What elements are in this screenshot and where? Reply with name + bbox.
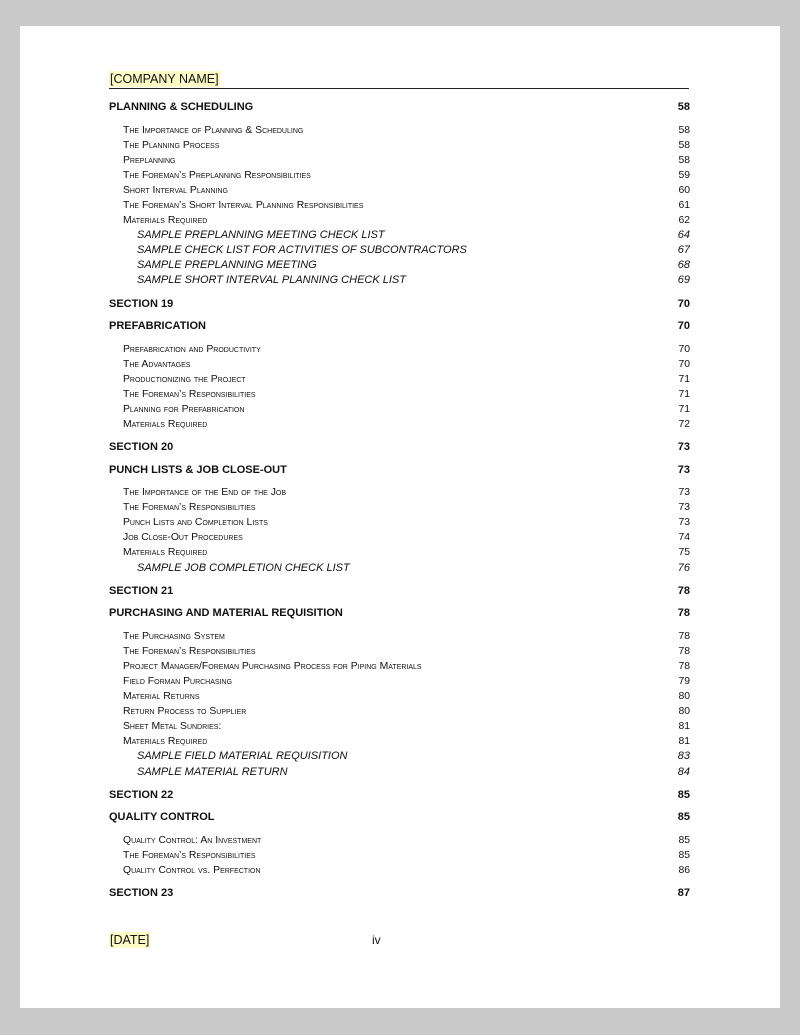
toc-entry-title: SAMPLE JOB COMPLETION CHECK LIST: [137, 561, 350, 574]
toc-entry-title: SAMPLE FIELD MATERIAL REQUISITION: [137, 750, 348, 763]
toc-entry-major[interactable]: [109, 806, 690, 829]
toc-entry-title: The Planning Process: [123, 139, 220, 151]
toc-entry-page: 75: [678, 547, 690, 559]
toc-entry-page: 78: [678, 645, 690, 657]
toc-entry-page: 59: [678, 169, 690, 181]
toc-entry-sample[interactable]: [109, 749, 690, 764]
table-of-contents: [109, 96, 690, 904]
toc-entry-title: The Purchasing System: [123, 630, 225, 642]
toc-entry-title: PUNCH LISTS & JOB CLOSE-OUT: [109, 463, 287, 476]
toc-entry-minor[interactable]: [109, 213, 690, 228]
toc-entry-page: 58: [677, 101, 690, 113]
toc-entry-page: 83: [677, 750, 690, 763]
toc-entry-title: Sheet Metal Sundries:: [123, 721, 222, 733]
toc-entry-page: 80: [678, 691, 690, 703]
toc-entry-minor[interactable]: [109, 734, 690, 749]
toc-entry-title: SECTION 21: [109, 584, 174, 597]
toc-entry-page: 86: [678, 864, 690, 876]
toc-entry-title: The Importance of Planning & Scheduling: [123, 124, 304, 136]
toc-entry-minor[interactable]: [109, 863, 690, 878]
toc-entry-minor[interactable]: [109, 515, 690, 530]
toc-entry-title: Materials Required: [123, 215, 208, 227]
toc-entry-title: The Foreman’s Responsibilities: [123, 849, 256, 861]
toc-entry-title: Prefabrication and Productivity: [123, 343, 261, 355]
toc-entry-title: The Foreman’s Short Interval Planning Responsibilities: [123, 199, 364, 211]
toc-entry-major[interactable]: [109, 580, 690, 603]
toc-entry-page: 85: [677, 788, 690, 801]
toc-entry-minor[interactable]: [109, 168, 690, 183]
toc-entry-sample[interactable]: [109, 258, 690, 273]
toc-entry-title: PLANNING & SCHEDULING: [109, 101, 254, 113]
toc-entry-minor[interactable]: [109, 198, 690, 213]
toc-entry-minor[interactable]: [109, 674, 690, 689]
toc-entry-page: 78: [678, 660, 690, 672]
toc-entry-title: Materials Required: [123, 736, 208, 748]
toc-entry-title: SECTION 19: [109, 297, 174, 310]
toc-entry-page: 73: [677, 463, 690, 476]
toc-entry-minor[interactable]: [109, 659, 690, 674]
toc-entry-sample[interactable]: [109, 228, 690, 243]
toc-entry-title: SECTION 23: [109, 886, 174, 899]
toc-entry-page: 74: [678, 532, 690, 544]
toc-entry-minor[interactable]: [109, 342, 690, 357]
toc-entry-title: Project Manager/Foreman Purchasing Process for Piping Materials: [123, 660, 422, 672]
toc-entry-title: The Foreman’s Responsibilities: [123, 502, 256, 514]
toc-entry-title: Planning for Prefabrication: [123, 403, 245, 415]
toc-entry-title: The Advantages: [123, 358, 191, 370]
toc-entry-minor[interactable]: [109, 704, 690, 719]
toc-entry-page: 87: [677, 886, 690, 899]
toc-entry-page: 76: [677, 561, 690, 574]
toc-entry-title: Productionizing the Project: [123, 373, 246, 385]
toc-entry-title: PREFABRICATION: [109, 320, 206, 333]
toc-entry-page: 67: [677, 244, 690, 257]
company-name-placeholder[interactable]: [COMPANY NAME]: [110, 72, 219, 86]
toc-entry-title: The Foreman’s Responsibilities: [123, 388, 256, 400]
toc-entry-page: 78: [677, 584, 690, 597]
toc-entry-page: 60: [678, 184, 690, 196]
date-placeholder[interactable]: [DATE]: [110, 933, 150, 947]
toc-entry-title: The Importance of the End of the Job: [123, 487, 287, 499]
toc-entry-minor[interactable]: [109, 545, 690, 560]
toc-entry-minor[interactable]: [109, 485, 690, 500]
toc-entry-major[interactable]: [109, 784, 690, 807]
toc-entry-minor[interactable]: [109, 629, 690, 644]
toc-entry-page: 71: [678, 373, 690, 385]
toc-entry-title: SAMPLE MATERIAL RETURN: [137, 765, 288, 778]
page-header: [109, 70, 689, 89]
toc-entry-title: SECTION 22: [109, 788, 174, 801]
toc-entry-page: 70: [678, 358, 690, 370]
toc-entry-title: Quality Control: An Investment: [123, 834, 262, 846]
toc-entry-sample[interactable]: [109, 765, 690, 780]
toc-entry-major[interactable]: [109, 293, 690, 316]
toc-entry-page: 85: [678, 849, 690, 861]
toc-entry-minor[interactable]: [109, 833, 690, 848]
toc-entry-page: 70: [677, 297, 690, 310]
toc-entry-page: 85: [678, 834, 690, 846]
toc-entry-major[interactable]: [109, 436, 690, 459]
toc-entry-minor[interactable]: [109, 372, 690, 387]
toc-entry-minor[interactable]: [109, 530, 690, 545]
toc-entry-title: The Foreman’s Responsibilities: [123, 645, 256, 657]
toc-entry-title: Materials Required: [123, 419, 208, 430]
toc-entry-minor[interactable]: [109, 138, 690, 153]
toc-entry-minor[interactable]: [109, 387, 690, 402]
page-number: iv: [372, 933, 381, 947]
toc-entry-page: 70: [678, 343, 690, 355]
toc-entry-page: 61: [678, 199, 690, 211]
toc-entry-minor[interactable]: [109, 644, 690, 659]
toc-entry-page: 73: [677, 441, 690, 454]
toc-entry-minor[interactable]: [109, 153, 690, 168]
toc-entry-sample[interactable]: [109, 273, 690, 288]
toc-entry-page: 85: [677, 811, 690, 824]
toc-entry-page: 58: [678, 154, 690, 166]
toc-entry-title: Punch Lists and Completion Lists: [123, 517, 268, 529]
toc-entry-title: Field Forman Purchasing: [123, 675, 233, 687]
toc-entry-minor[interactable]: [109, 183, 690, 198]
toc-entry-major[interactable]: [109, 882, 690, 905]
toc-entry-minor[interactable]: [109, 402, 690, 417]
toc-entry-title: The Foreman’s Preplanning Responsibilities: [123, 169, 311, 181]
toc-entry-major[interactable]: [109, 315, 690, 338]
toc-entry-minor[interactable]: [109, 719, 690, 734]
toc-entry-major[interactable]: [109, 602, 690, 625]
toc-entry-minor[interactable]: [109, 689, 690, 704]
toc-entry-page: 81: [678, 736, 690, 748]
toc-entry-page: 79: [678, 675, 690, 687]
toc-entry-page: 73: [678, 487, 690, 499]
toc-entry-page: 78: [678, 630, 690, 642]
toc-entry-title: Return Process to Supplier: [123, 706, 247, 718]
toc-entry-major[interactable]: [109, 96, 690, 119]
toc-entry-title: SAMPLE SHORT INTERVAL PLANNING CHECK LIST: [137, 274, 406, 287]
toc-entry-page: 70: [677, 320, 690, 333]
toc-entry-title: SAMPLE PREPLANNING MEETING CHECK LIST: [137, 229, 385, 242]
toc-entry-minor[interactable]: [109, 500, 690, 515]
toc-entry-page: 69: [677, 274, 690, 287]
toc-entry-minor[interactable]: [109, 357, 690, 372]
toc-entry-minor[interactable]: [109, 417, 690, 432]
toc-entry-page: 62: [678, 215, 690, 227]
toc-entry-page: 64: [677, 229, 690, 242]
toc-entry-title: Quality Control vs. Perfection: [123, 864, 261, 876]
toc-entry-title: Material Returns: [123, 691, 200, 703]
toc-entry-page: 58: [678, 139, 690, 151]
toc-entry-sample[interactable]: [109, 243, 690, 258]
toc-entry-title: SECTION 20: [109, 441, 174, 454]
toc-entry-title: PURCHASING AND MATERIAL REQUISITION: [109, 607, 343, 620]
toc-entry-page: 84: [677, 765, 690, 778]
toc-entry-major[interactable]: [109, 459, 690, 482]
toc-entry-title: SAMPLE PREPLANNING MEETING: [137, 259, 317, 272]
toc-entry-page: 71: [678, 403, 690, 415]
toc-entry-page: 71: [678, 388, 690, 400]
toc-entry-sample[interactable]: [109, 561, 690, 576]
toc-entry-page: 73: [678, 517, 690, 529]
toc-entry-title: Short Interval Planning: [123, 184, 228, 196]
toc-entry-page: 80: [678, 706, 690, 718]
document-page: [20, 26, 780, 1008]
toc-entry-title: Job Close-Out Procedures: [123, 532, 243, 544]
toc-entry-title: QUALITY CONTROL: [109, 811, 215, 824]
toc-entry-page: 78: [677, 607, 690, 620]
toc-entry-minor[interactable]: [109, 848, 690, 863]
toc-entry-title: Materials Required: [123, 547, 208, 559]
toc-entry-page: 72: [678, 419, 690, 430]
toc-entry-title: SAMPLE CHECK LIST FOR ACTIVITIES OF SUBCONTRACTORS: [137, 244, 467, 257]
toc-entry-page: 58: [678, 124, 690, 136]
toc-entry-minor[interactable]: [109, 123, 690, 138]
toc-entry-page: 68: [677, 259, 690, 272]
toc-entry-title: Preplanning: [123, 154, 176, 166]
toc-entry-page: 81: [678, 721, 690, 733]
toc-entry-page: 73: [678, 502, 690, 514]
